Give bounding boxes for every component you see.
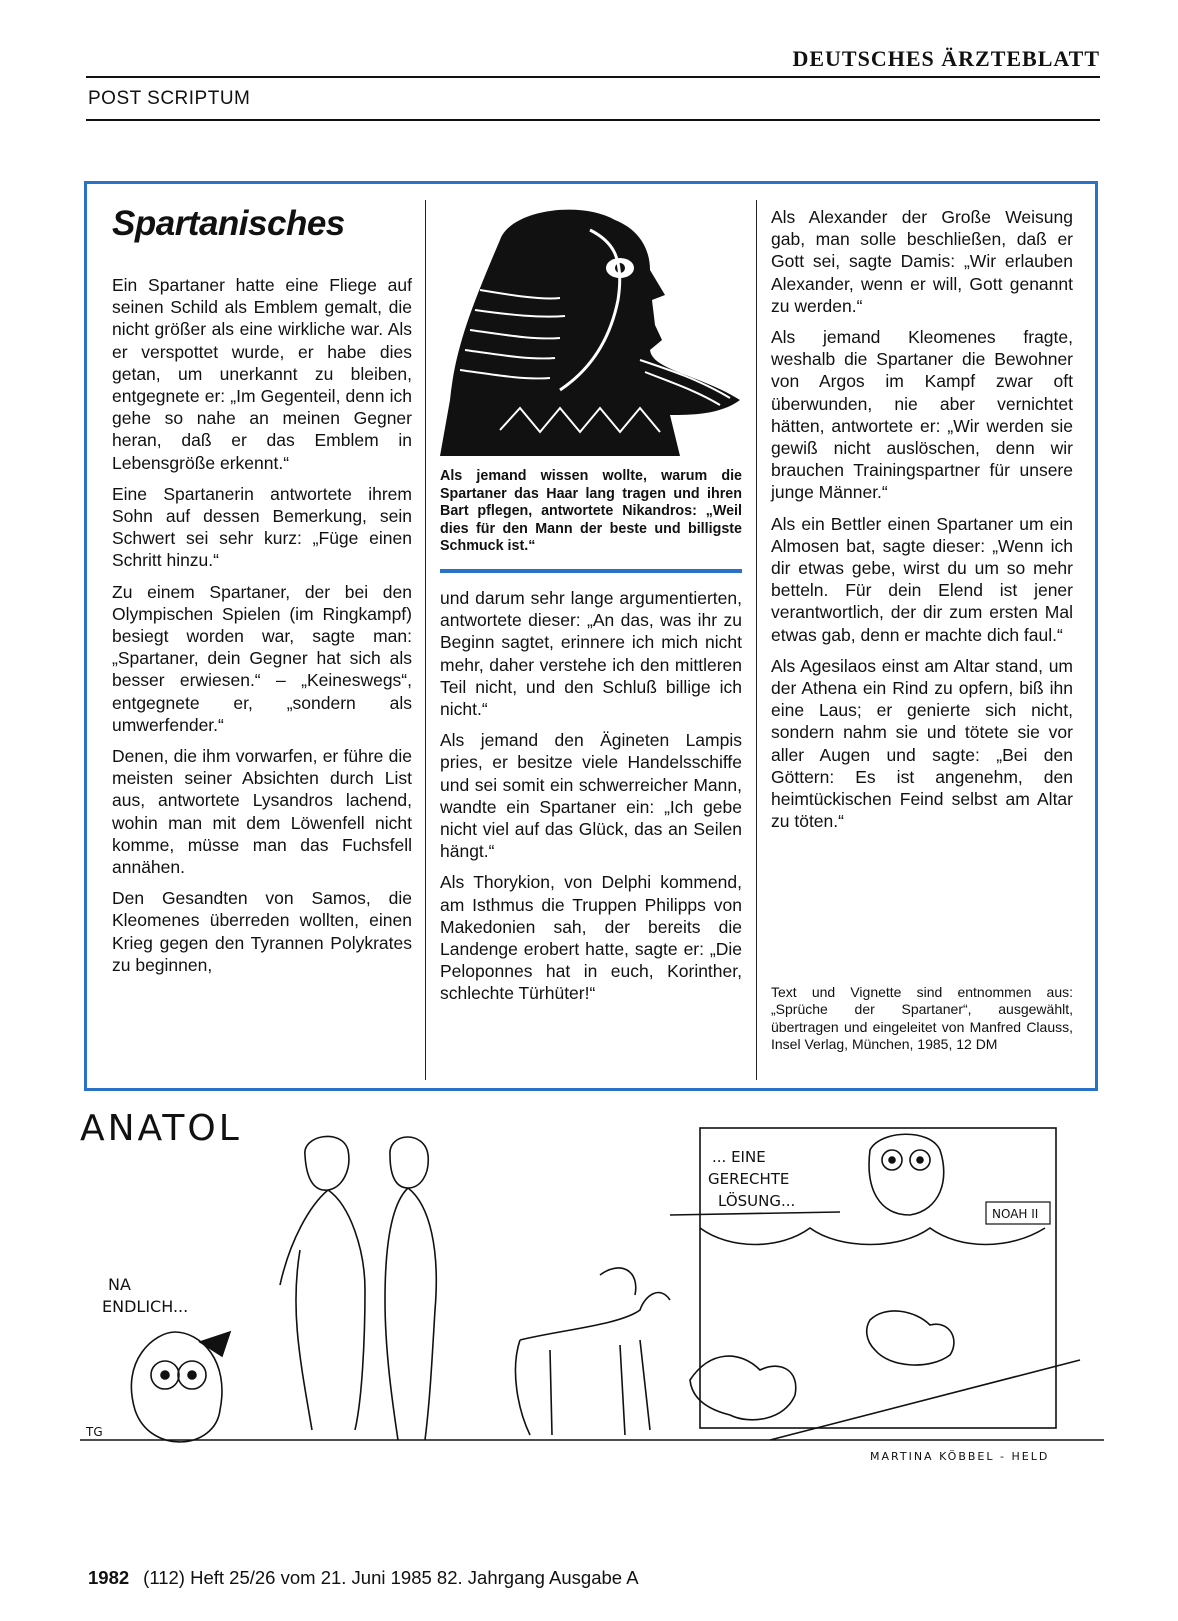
speech-left-line-1: NA — [108, 1275, 131, 1294]
ark-sign — [670, 1128, 1056, 1428]
figure-adam — [280, 1136, 365, 1430]
speech-left-line-2: ENDLICH... — [102, 1297, 189, 1316]
figure-eve — [385, 1137, 436, 1440]
masthead: DEUTSCHES ÄRZTEBLATT — [792, 46, 1100, 71]
page-footer — [88, 1567, 639, 1589]
column-divider — [425, 200, 426, 1080]
paragraph: Als ein Bettler einen Spartaner um ein Almosen bat, sagte dieser: „Wenn ich dir etwas gebe, wirst du um so mehr betteln. Für dein Elend ist jener verantwortlich, der dir zum ersten Mal etwas gab, denn er machte dich faul.“ — [771, 513, 1073, 645]
paragraph: Ein Spartaner hatte eine Fliege auf seinen Schild als Emblem gemalt, die nicht größer als eine wirkliche war. Als er verspottet wurde, er habe dies getan, um unerkannt zu bleiben, entgegnete er: „Im Gegenteil, denn ich gehe so nahe an meinen Gegner heran, daß er das Emblem in Lebensgröße erkennt.“ — [112, 275, 412, 473]
sign-line-2: GERECHTE — [708, 1170, 790, 1188]
header-rule — [86, 76, 1100, 78]
paragraph: Eine Spartanerin antwortete ihrem Sohn auf dessen Bemerkung, sein Schwert sei sehr kurz: „Füge einen Schritt hinzu.“ — [112, 483, 412, 571]
column-divider — [756, 200, 757, 1080]
cartoon-signature-left: TG — [86, 1425, 103, 1439]
paragraph: Als Alexander der Große Weisung gab, man solle beschließen, daß er Gott sei, sagte Damis: „Wir erlauben Alexander, wenn er will, Gott genannt zu werden.“ — [771, 207, 1073, 316]
cartoon-title: ANATOL — [80, 1110, 242, 1149]
ark-label: NOAH II — [992, 1207, 1039, 1221]
paragraph: Als Agesilaos einst am Altar stand, um der Athena ein Rind zu opfern, biß ihn eine Laus; er genierte sich nicht, sondern nahm sie und tötete sie vor aller Augen und sagte: „Bei den Göttern: Es ist angenehm, den heimtückischen Feind selbst am Altar zu töten.“ — [771, 655, 1073, 832]
source-credit: Text und Vignette sind entnommen aus: „Sprüche der Spartaner“, ausgewählt, übertragen und eingeleitet von Manfred Clauss, Insel Verlag, München, 1985, 12 DM — [771, 984, 1073, 1053]
paragraph: Denen, die ihm vorwarfen, er führe die meisten seiner Absichten durch List aus, antwortete Lysandros lachend, wohin man mit dem Löwenfell nicht komme, müsse man das Fuchsfell annähen. — [112, 746, 412, 878]
paragraph: Als jemand Kleomenes fragte, weshalb die Spartaner die Bewohner von Argos im Kampf zwar oft überwunden, nie aber vernichtet hätten, antwortete er: „Wir werden sie gewiß nicht auslöschen, denn wir brauchen Trainingspartner für unsere junge Männer.“ — [771, 327, 1073, 503]
sign-line-1: ... EINE — [712, 1148, 766, 1166]
paragraph: Als jemand den Ägineten Lampis pries, er besitze viele Handelsschiffe und sei somit ein schwerreicher Mann, wandte ein Spartaner ein: „Ich gebe nicht viel auf das Glück, das an Seilen hängt.“ — [440, 730, 742, 862]
paragraph: Als Thorykion, von Delphi kommend, am Isthmus die Truppen Philipps von Makedonien sah, der bereits die Landenge erobert hatte, sagte er: „Die Peloponnes hat in euch, Korinther, schlechte Türhüter!“ — [440, 872, 742, 1004]
sign-line-3: LÖSUNG... — [718, 1192, 796, 1210]
hens-drawing — [690, 1311, 1080, 1440]
caption-rule — [440, 569, 742, 573]
cartoon-artist: MARTINA KÖBBEL - HELD — [870, 1450, 1050, 1463]
page-number: 1982 — [88, 1567, 130, 1588]
article-title: Spartanisches — [112, 204, 345, 243]
header-rule-bottom — [86, 119, 1100, 121]
article-column-3 — [771, 206, 1073, 841]
anatol-cartoon — [80, 1110, 1104, 1530]
paragraph: Den Gesandten von Samos, die Kleomenes überreden wollten, einen Krieg gegen den Tyrannen Polykrates zu beginnen, — [112, 888, 412, 975]
article-column-1 — [112, 274, 412, 985]
figure-caption: Als jemand wissen wollte, warum die Spartaner das Haar lang tragen und ihren Bart pflegen, antwortete Nikandros: „Weil dies für den Mann der beste und billigste Schmuck ist.“ — [440, 468, 742, 555]
goat-drawing — [515, 1268, 670, 1435]
issue-info: (112) Heft 25/26 vom 21. Juni 1985 82. Jahrgang Ausgabe A — [143, 1567, 639, 1588]
paragraph: Zu einem Spartaner, der bei den Olympischen Spielen (im Ringkampf) besiegt worden war, sagte man: „Spartaner, dein Gegner hat sich als besser erwiesen.“ – „Keineswegs“, entgegnete er, „sondern als umwerfender.“ — [112, 581, 412, 735]
owl-on-ark — [869, 1134, 944, 1215]
spartan-vignette — [440, 200, 742, 456]
paragraph: und darum sehr lange argumentierten, antwortete dieser: „An das, was ihr zu Beginn sagtet, erinnere ich mich nicht mehr, daher verstehe ich den mittleren Teil nicht, und den Schluß billige ich nicht.“ — [440, 588, 742, 720]
article-column-2 — [440, 587, 742, 1014]
owl-left — [131, 1332, 230, 1442]
section-label: POST SCRIPTUM — [88, 88, 251, 109]
